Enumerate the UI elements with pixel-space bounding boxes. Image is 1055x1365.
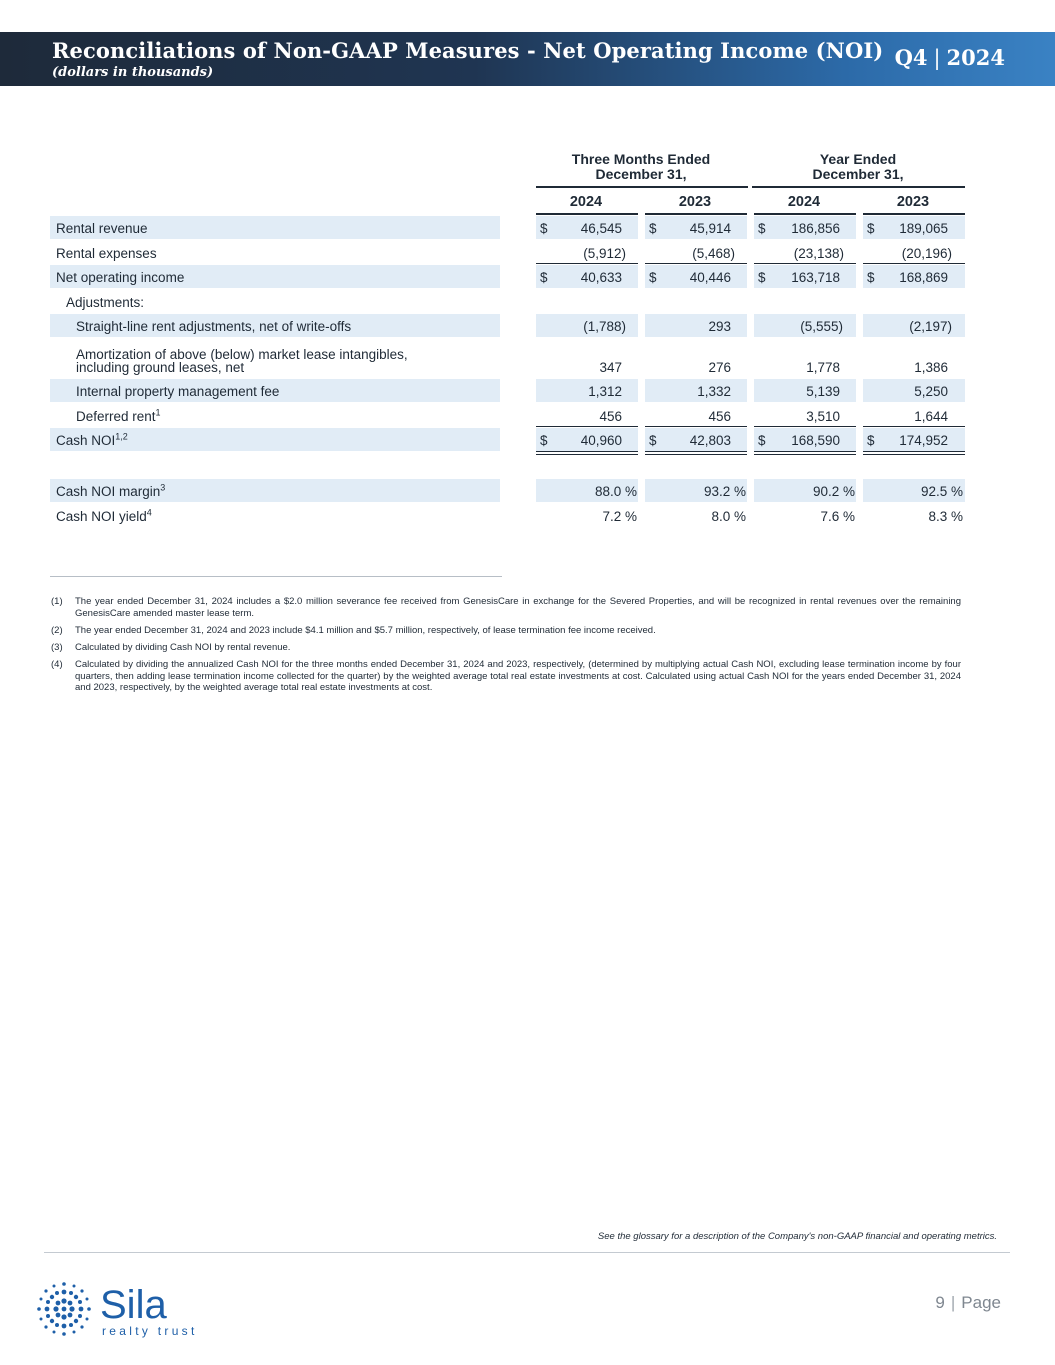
column-group-line1: Year Ended bbox=[819, 151, 897, 167]
row-label: Rental revenue bbox=[56, 221, 148, 236]
table-cell: 293 bbox=[708, 319, 731, 334]
column-header-rule bbox=[863, 213, 965, 215]
footnote bbox=[51, 596, 961, 619]
page-subtitle: (dollars in thousands) bbox=[52, 65, 214, 80]
row-label: Cash NOI margin$^3$ bbox=[56, 482, 166, 499]
row-label-continued: including ground leases, net bbox=[76, 360, 245, 375]
table-cell: 1,778 bbox=[806, 360, 840, 375]
footnote-number: (4) bbox=[51, 659, 63, 670]
table-row-amortization bbox=[0, 338, 1055, 378]
table-row-cash-noi-yield bbox=[0, 503, 1055, 527]
table-cell: 8.0 % bbox=[711, 509, 746, 524]
table-row-straight-line-rent bbox=[0, 314, 1055, 337]
footnote-ref: 1 bbox=[155, 407, 161, 418]
footnote-ref: 1,2 bbox=[115, 431, 128, 442]
currency-symbol: $ bbox=[758, 221, 766, 236]
table-row-cash-noi-margin bbox=[0, 479, 1055, 502]
table-cell: 7.6 % bbox=[820, 509, 855, 524]
table-cell: 163,718 bbox=[791, 270, 840, 285]
column-group-line2: December 31, bbox=[595, 166, 687, 182]
table-cell: 5,250 bbox=[914, 384, 948, 399]
column-header-year: 2023 bbox=[678, 194, 712, 210]
table-cell: (23,138) bbox=[793, 246, 844, 261]
table-cell: 92.5 % bbox=[920, 484, 963, 499]
table-cell: (20,196) bbox=[901, 246, 952, 261]
glossary-note: See the glossary for a description of the Company's non-GAAP financial and operating metrics. bbox=[597, 1231, 997, 1242]
footnote-text: The year ended December 31, 2024 and 2023 include $4.1 million and $5.7 million, respectively, of lease termination fee income received. bbox=[75, 625, 656, 636]
table-cell: (1,788) bbox=[583, 319, 626, 334]
column-group-year-ended bbox=[752, 152, 964, 182]
table-cell: 40,960 bbox=[580, 433, 622, 448]
currency-symbol: $ bbox=[867, 433, 875, 448]
currency-symbol: $ bbox=[540, 221, 548, 236]
footnote-text: The year ended December 31, 2024 includes a $2.0 million severance fee received from GenesisCare in exchange for the Severed Properties, and will be recognized in rental revenues over the remaining GenesisCare amended master lease term. bbox=[75, 596, 961, 619]
table-cell: 1,644 bbox=[914, 409, 948, 424]
table-cell: 8.3 % bbox=[928, 509, 963, 524]
table-cell: 168,590 bbox=[791, 433, 840, 448]
table-cell: (5,555) bbox=[800, 319, 843, 334]
table-cell: 3,510 bbox=[806, 409, 840, 424]
table-row-adjustments bbox=[0, 289, 1055, 313]
currency-symbol: $ bbox=[649, 221, 657, 236]
footnote-number: (3) bbox=[51, 642, 63, 653]
table-cell: 1,332 bbox=[697, 384, 731, 399]
footnote-text: Calculated by dividing Cash NOI by rental revenue. bbox=[75, 642, 291, 653]
table-cell: 40,633 bbox=[580, 270, 622, 285]
currency-symbol: $ bbox=[649, 270, 657, 285]
table-cell: 45,914 bbox=[689, 221, 731, 236]
row-label: Deferred rent$^1$ bbox=[76, 407, 161, 424]
table-cell: 276 bbox=[708, 360, 731, 375]
table-cell: (2,197) bbox=[909, 319, 952, 334]
footnote-ref: 4 bbox=[146, 507, 152, 518]
period-label bbox=[895, 45, 1005, 70]
table-row-net-operating-income bbox=[0, 265, 1055, 288]
currency-symbol: $ bbox=[758, 433, 766, 448]
table-cell: 88.0 % bbox=[594, 484, 637, 499]
table-cell: 93.2 % bbox=[703, 484, 746, 499]
table-cell: (5,912) bbox=[583, 246, 626, 261]
row-label: Rental expenses bbox=[56, 246, 157, 261]
footer-divider bbox=[44, 1252, 1010, 1253]
page-header bbox=[0, 32, 1055, 86]
page-number bbox=[935, 1293, 1001, 1313]
table-cell: 90.2 % bbox=[812, 484, 855, 499]
table-cell: 456 bbox=[708, 409, 731, 424]
table-cell: 1,386 bbox=[914, 360, 948, 375]
row-label: Internal property management fee bbox=[76, 384, 280, 399]
column-header-year: 2024 bbox=[787, 194, 821, 210]
table-cell: 5,139 bbox=[806, 384, 840, 399]
table-cell: 189,065 bbox=[899, 221, 948, 236]
page-number-value: 9 bbox=[935, 1293, 945, 1312]
row-label: Net operating income bbox=[56, 270, 185, 285]
column-header-year: 2023 bbox=[896, 194, 930, 210]
logo-wordmark: Sila bbox=[100, 1283, 167, 1327]
year-label: 2024 bbox=[946, 45, 1005, 70]
column-header-rule bbox=[536, 213, 638, 215]
column-group-line2: December 31, bbox=[812, 166, 904, 182]
row-label: Straight-line rent adjustments, net of write-offs bbox=[76, 319, 352, 334]
table-row-cash-noi bbox=[0, 428, 1055, 451]
table-cell: 347 bbox=[599, 360, 622, 375]
table-cell: (5,468) bbox=[692, 246, 735, 261]
column-header-rule bbox=[754, 213, 856, 215]
currency-symbol: $ bbox=[758, 270, 766, 285]
table-row-internal-management-fee bbox=[0, 379, 1055, 402]
column-group-rule bbox=[536, 186, 748, 188]
row-label: Adjustments: bbox=[66, 295, 145, 310]
footnote-text: Calculated by dividing the annualized Cash NOI for the three months ended December 31, 2024 and 2023, respectively, (determined by multiplying actual Cash NOI, excluding lease termination income by four quarters, then adding lease termination income collected for the quarter) by the weighted average total real estate investments at cost. Calculated using actual Cash NOI for the years ended December 31, 2024 and 2023, respectively, by the weighted average total real estate investments at cost. bbox=[75, 659, 961, 693]
currency-symbol: $ bbox=[649, 433, 657, 448]
column-header-year: 2024 bbox=[569, 194, 603, 210]
row-label: Cash NOI$^{1,2}$ bbox=[56, 431, 128, 448]
table-cell: 186,856 bbox=[791, 221, 840, 236]
page-title: Reconciliations of Non-GAAP Measures - Net Operating Income (NOI) bbox=[52, 38, 884, 63]
table-cell: 174,952 bbox=[899, 433, 948, 448]
footnote bbox=[51, 642, 961, 654]
table-cell: 40,446 bbox=[689, 270, 731, 285]
column-group-three-months bbox=[536, 152, 746, 182]
table-row-rental-expenses bbox=[0, 240, 1055, 264]
currency-symbol: $ bbox=[540, 433, 548, 448]
table-cell: 456 bbox=[599, 409, 622, 424]
page-number-label: Page bbox=[961, 1293, 1001, 1312]
footnote-number: (1) bbox=[51, 596, 63, 607]
sunburst-icon bbox=[30, 1276, 220, 1342]
period-separator: | bbox=[933, 46, 941, 70]
column-header-rule bbox=[645, 213, 747, 215]
table-cell: 168,869 bbox=[899, 270, 948, 285]
page-number-separator: | bbox=[950, 1293, 956, 1312]
table-row-rental-revenue bbox=[0, 216, 1055, 239]
table-cell: 46,545 bbox=[580, 221, 622, 236]
currency-symbol: $ bbox=[540, 270, 548, 285]
footnote bbox=[51, 625, 961, 637]
footnote bbox=[51, 659, 961, 694]
column-group-line1: Three Months Ended bbox=[571, 151, 711, 167]
table-cell: 1,312 bbox=[588, 384, 622, 399]
currency-symbol: $ bbox=[867, 221, 875, 236]
footnote-number: (2) bbox=[51, 625, 63, 636]
column-group-rule bbox=[752, 186, 965, 188]
table-cell: 42,803 bbox=[689, 433, 731, 448]
company-logo bbox=[30, 1276, 220, 1342]
table-cell: 7.2 % bbox=[602, 509, 637, 524]
quarter-label: Q4 bbox=[894, 45, 928, 70]
footnote-divider bbox=[50, 576, 502, 577]
table-row-deferred-rent bbox=[0, 403, 1055, 427]
row-label: Cash NOI yield$^4$ bbox=[56, 507, 152, 524]
row-label: Amortization of above (below) market lease intangibles, bbox=[76, 347, 408, 362]
currency-symbol: $ bbox=[867, 270, 875, 285]
logo-tagline: realty trust bbox=[102, 1324, 198, 1338]
footnote-ref: 3 bbox=[160, 482, 166, 493]
